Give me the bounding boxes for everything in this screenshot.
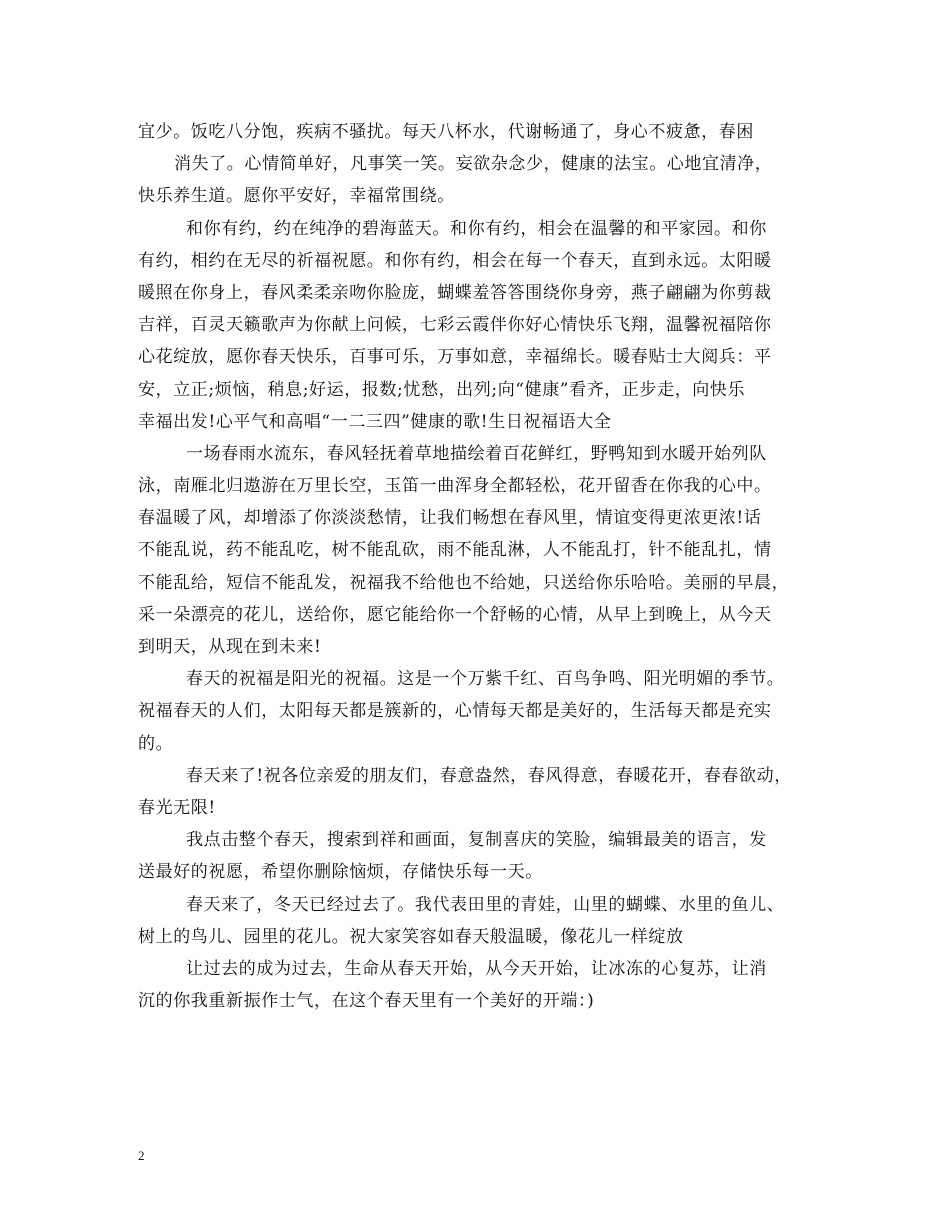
text-line: 心花绽放，愿你春天快乐，百事可乐，万事如意，幸福绵长。暖春贴士大阅兵：平 <box>138 347 772 368</box>
text-line: 宜少。饭吃八分饱，疾病不骚扰。每天八杯水，代谢畅通了，身心不疲惫，春困 <box>138 122 754 142</box>
paragraph-spring-arrived <box>138 760 838 824</box>
text-line: 采一朵漂亮的花儿，送给你，愿它能给你一个舒畅的心情，从早上到晚上，从今天 <box>138 604 772 625</box>
text-line: 送最好的祝愿，希望你删除恼烦，存储快乐每一天。 <box>138 862 543 883</box>
paragraph-spring-rain <box>138 438 838 663</box>
text-line: 不能乱给，短信不能乱发，祝福我不给他也不给她，只送给你乐哈哈。美丽的早晨， <box>138 572 790 593</box>
text-line: 吉祥，百灵天籁歌声为你献上问候，七彩云霞伴你好心情快乐飞翔，温馨祝福陪你 <box>138 315 772 336</box>
text-line: 安，立正;烦恼，稍息;好运，报数;忧愁，出列;向“健康”看齐，正步走，向快乐 <box>138 379 746 400</box>
paragraph-click-spring <box>138 824 838 888</box>
text-line: 春天来了，冬天已经过去了。我代表田里的青娃，山里的蝴蝶、水里的鱼儿、 <box>186 894 785 915</box>
page-number: 2 <box>138 1148 145 1163</box>
text-line: 春温暖了风，却增添了你淡淡愁情，让我们畅想在春风里，情谊变得更浓更浓!话 <box>138 508 762 529</box>
text-line: 泳，南雁北归遨游在万里长空，玉笛一曲浑身全都轻松，花开留香在你我的心中。 <box>138 476 772 497</box>
text-line: 到明天，从现在到未来! <box>138 637 322 657</box>
paragraph-appointment <box>138 213 838 438</box>
text-line: 快乐养生道。愿你平安好，幸福常围绕。 <box>138 186 455 207</box>
text-line: 春天的祝福是阳光的祝福。这是一个万紫千红、百鸟争鸣、阳光明媚的季节。 <box>186 669 785 690</box>
text-line: 幸福出发!心平气和高唱“一二三四”健康的歌!生日祝福语大全 <box>138 411 612 432</box>
paragraph-health-tips <box>138 116 838 213</box>
text-line: 祝福春天的人们，太阳每天都是簇新的，心情每天都是美好的，生活每天都是充实 <box>138 701 772 722</box>
text-line: 春光无限! <box>138 797 216 818</box>
text-line: 我点击整个春天，搜索到祥和画面，复制喜庆的笑脸，编辑最美的语言，发 <box>186 830 767 851</box>
paragraph-winter-passed <box>138 889 838 953</box>
document-body <box>138 116 838 1017</box>
text-line: 让过去的成为过去，生命从春天开始，从今天开始，让冰冻的心复苏，让消 <box>186 958 767 979</box>
text-line: 春天来了!祝各位亲爱的朋友们，春意盎然，春风得意，春暖花开，春春欲动， <box>186 765 792 786</box>
text-line: 沉的你我重新振作士气，在这个春天里有一个美好的开端：) <box>138 991 595 1012</box>
text-line: 消失了。心情简单好，凡事笑一笑。妄欲杂念少，健康的法宝。心地宜清净， <box>174 154 773 175</box>
text-line: 一场春雨水流东，春风轻抚着草地描绘着百花鲜红，野鸭知到水暖开始列队 <box>186 443 767 464</box>
text-line: 的。 <box>138 733 174 754</box>
paragraph-new-beginning <box>138 953 838 1017</box>
text-line: 树上的鸟儿、园里的花儿。祝大家笑容如春天般温暖，像花儿一样绽放 <box>138 926 684 947</box>
text-line: 有约，相约在无尽的祈福祝愿。和你有约，相会在每一个春天，直到永远。太阳暖 <box>138 250 772 271</box>
text-line: 不能乱说，药不能乱吃，树不能乱砍，雨不能乱淋，人不能乱打，针不能乱扎，情 <box>138 540 772 561</box>
text-line: 和你有约，约在纯净的碧海蓝天。和你有约，相会在温馨的和平家园。和你 <box>186 218 767 239</box>
paragraph-sunshine-blessing <box>138 663 838 760</box>
text-line: 暖照在你身上，春风柔柔亲吻你脸庞，蝴蝶羞答答围绕你身旁，燕子翩翩为你剪裁 <box>138 282 772 303</box>
